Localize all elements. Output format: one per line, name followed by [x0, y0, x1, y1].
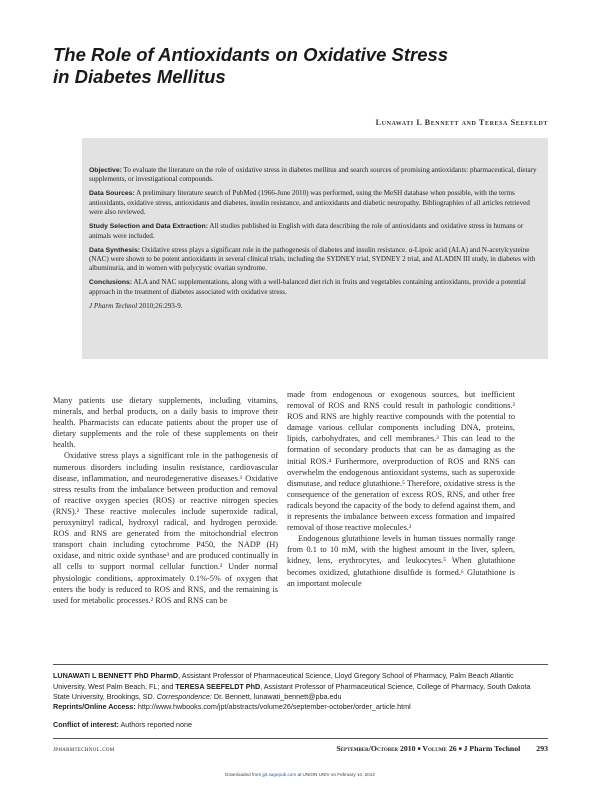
footer-separator-icon: ■	[458, 747, 462, 752]
reprints-url[interactable]: http://www.hwbooks.com/jpt/abstracts/volume26/september-october/order_article.html	[135, 702, 411, 711]
page-number: 293	[536, 744, 548, 753]
selection-text: All studies published in English with data describing the role of antioxidants and oxidative stress in humans or animals were included.	[89, 222, 524, 240]
synthesis-label: Data Synthesis:	[89, 246, 140, 254]
body-column-left	[53, 395, 278, 606]
title-line-2: in Diabetes Mellitus	[53, 66, 226, 87]
affiliation-text-1: , Assistant Professor of Pharmaceutical Science, Lloyd Gregory School of Pharmacy, Palm Beach Atlantic University, West Palm Beach, FL; and	[53, 671, 514, 691]
conflict-text: Authors reported none	[118, 720, 193, 729]
objective-text: To evaluate the literature on the role of oxidative stress in diabetes mellitus and search sources of promising antioxidants: pharmaceutical, dietary supplements, or investigational compounds.	[89, 166, 537, 184]
sources-text: A preliminary literature search of PubMed (1966-June 2010) was performed, using the MeSH database when possible, with the terms antioxidants, oxidative stress, antioxidants and diabetes, insulin resistance, and antioxidants and diabetic neuropathy. Bibliographies of all articles retrieved were also reviewed.	[89, 189, 530, 217]
article-title	[53, 44, 533, 88]
footer-issue-info	[336, 744, 548, 753]
affiliation-divider	[53, 664, 548, 665]
selection-label: Study Selection and Data Extraction:	[89, 223, 208, 231]
objective-label: Objective:	[89, 167, 122, 174]
conflict-label: Conflict of interest:	[53, 720, 119, 729]
reprints-label: Reprints/Online Access:	[53, 702, 136, 711]
body-column-right	[287, 389, 515, 589]
affiliation-author-2: TERESA SEEFELDT PhD	[175, 681, 261, 691]
conclusions-text: ALA and NAC supplementations, along with a well-balanced diet rich in fruits and vegetables containing antioxidants, provide a potential approach in the treatment of diabetes associated with oxidative stress.	[89, 278, 526, 296]
citation-journal: J Pharm Technol	[89, 301, 138, 310]
correspondence-label: Correspondence:	[156, 692, 212, 701]
citation-details: 2010;26:293-9.	[137, 301, 183, 310]
footer-separator-icon: ■	[417, 747, 421, 752]
body-paragraph: Oxidative stress plays a significant role in the pathogenesis of numerous disorders including insulin resistance, cardiovascular disease, inflammation, and neurodegenerative diseases.¹ Oxidative stress results from the imbalance between production and removal of reactive oxygen species (ROS) or reactive nitrogen species (RNS).² These reactive molecules include superoxide radical, peroxynitryl radical, hydroxyl radical, and hydrogen peroxide. ROS and RNS are generated from the mitochondrial electron transport chain including cytochrome P450, the NADP (H) oxidase, and nitric oxide synthase³ and are produced continually in all cells to support normal cellular function.² Under normal physiologic conditions, approximately 0.1%-5% of oxygen that enters the body is reduced to ROS and RNS, and the remaining is used for metabolic processes.² ROS and RNS can be	[53, 451, 278, 605]
affiliation-text-2: , Assistant Professor of Pharmaceutical Science, College of Pharmacy, South Dakota State University, Brookings, SD.	[53, 681, 531, 701]
abstract-citation	[89, 302, 538, 311]
footer-divider	[53, 738, 548, 739]
footer-volume: Volume 26	[422, 744, 457, 753]
conflict-line	[53, 720, 548, 729]
reprints-line	[53, 702, 548, 711]
author-affiliations	[53, 671, 548, 703]
abstract-selection	[89, 222, 538, 241]
correspondence-email[interactable]: Dr. Bennett, lunawati_bennett@pba.edu	[211, 692, 342, 701]
download-suffix: at UNION UNIV on February 10, 2014	[296, 772, 375, 777]
body-paragraph: Many patients use dietary supplements, including vitamins, minerals, and herbal products, on a daily basis to improve their health. Pharmacists can educate patients about the proper use of dietary supplements and the role of these supplements on their health.	[53, 396, 278, 450]
body-paragraph: Endogenous glutathione levels in human tissues normally range from 0.1 to 10 mM, with the highest amount in the liver, spleen, kidney, lens, erythrocytes, and leukocytes.⁵ When glutathione becomes oxidized, glutathione disulfide is formed.⁶ Glutathione is an important molecule	[287, 534, 515, 588]
body-paragraph: made from endogenous or exogenous sources, but inefficient removal of ROS and RNS could result in pathologic conditions.² ROS and RNS are highly reactive compounds with the potential to damage various cellular components including DNA, proteins, lipids, carbohydrates, and cell membranes.³ This can lead to the formation of secondary products that can be as damaging as the initial ROS.⁴ Furthermore, overproduction of ROS and RNS can overwhelm the endogenous antioxidant systems, such as superoxide dismutase, and reduce glutathione.⁵ Therefore, oxidative stress is the consequence of the generation of excess ROS, RNS, and other free radicals beyond the capacity of the body to defend against them, and it represents the imbalance between excess formation and impaired removal of those reactive molecules.²	[287, 390, 515, 533]
title-line-1: The Role of Antioxidants on Oxidative Stress	[53, 44, 449, 65]
synthesis-text: Oxidative stress plays a significant role in the pathogenesis of diabetes and insulin resistance. α-Lipoic acid (ALA) and N-acetylcysteine (NAC) were shown to be potent antioxidants in several clinical trials, including the SYDNEY trial, SYDNEY 2 trial, and ALADIN III study, in diabetes with albuminuria, and in women with polycystic ovarian syndrome.	[89, 245, 536, 273]
abstract-objective	[89, 166, 538, 185]
abstract-synthesis	[89, 246, 538, 274]
abstract-box	[82, 138, 548, 359]
abstract-conclusions	[89, 278, 538, 297]
footer-website[interactable]: jpharmtechnol.com	[53, 744, 115, 753]
page-footer	[53, 744, 548, 756]
author-byline: Lunawati L Bennett and Teresa Seefeldt	[375, 118, 548, 127]
footer-journal: J Pharm Technol	[463, 744, 521, 753]
download-prefix: Downloaded from	[225, 772, 263, 777]
download-link[interactable]: jpt.sagepub.com	[262, 772, 297, 777]
conclusions-label: Conclusions:	[89, 279, 133, 287]
footer-issue: September/October 2010	[336, 744, 416, 753]
abstract-sources	[89, 189, 538, 217]
sources-label: Data Sources:	[89, 190, 135, 198]
download-notice	[0, 772, 600, 777]
affiliation-author-1: LUNAWATI L BENNETT PhD PharmD	[53, 671, 179, 680]
